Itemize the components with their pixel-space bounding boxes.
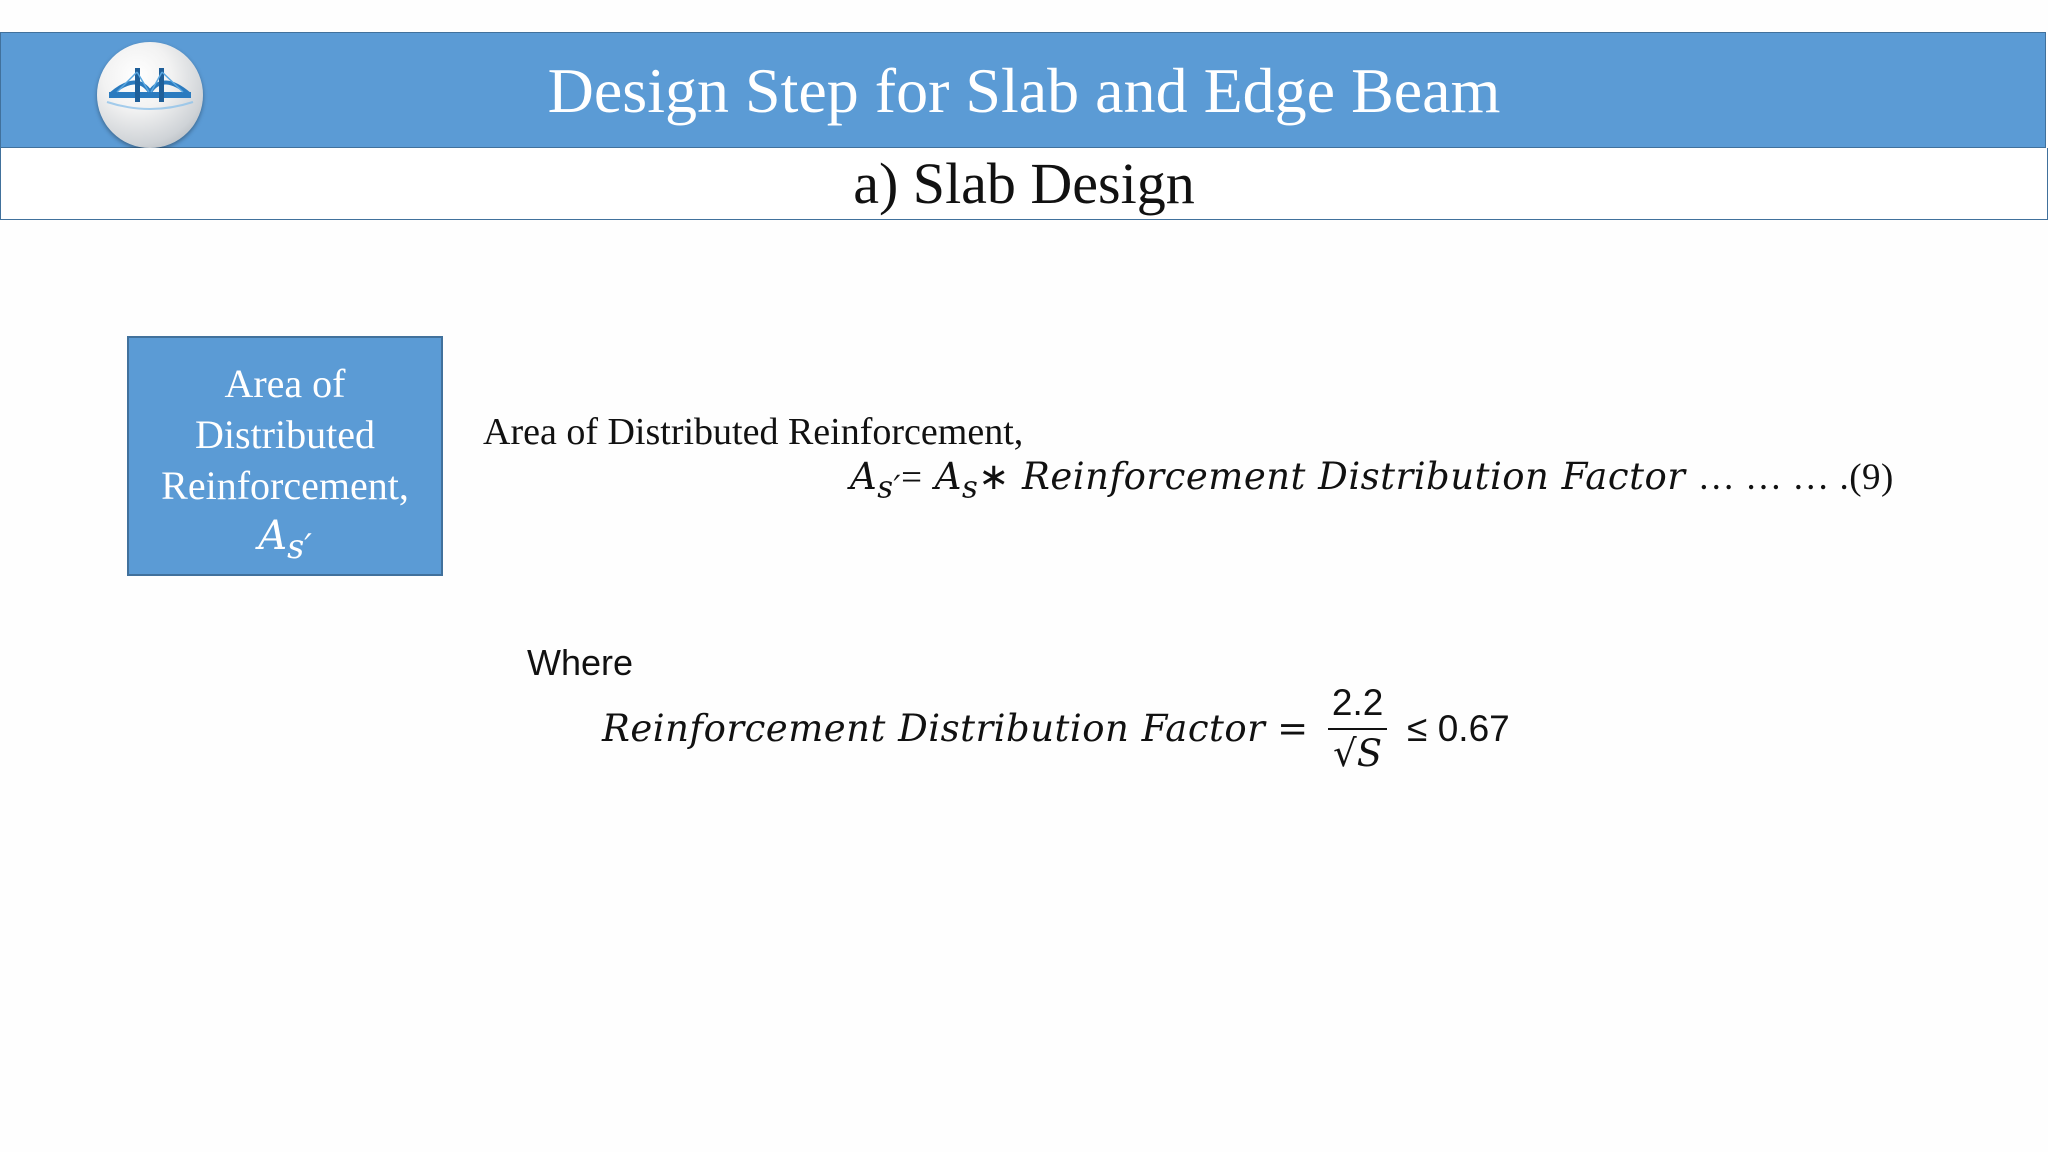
- factor-formula: [602, 682, 1510, 792]
- bridge-logo-icon: [97, 42, 203, 148]
- where-label: Where: [527, 642, 634, 683]
- formula-equals: =: [1277, 707, 1309, 750]
- formula-fraction: [1328, 682, 1387, 775]
- eq-factor-name: Reinforcement Distribution Factor: [1022, 455, 1686, 498]
- eq-dots: … … … .: [1697, 457, 1850, 498]
- subtitle-bar: [0, 148, 2048, 220]
- bridge-logo-graphic: [97, 42, 203, 148]
- formula-comparison: ≤ 0.67: [1407, 707, 1510, 749]
- topic-line-1: Area of: [224, 361, 346, 406]
- topic-symbol-sub: s′: [287, 527, 312, 566]
- radical-sign: √: [1333, 732, 1357, 775]
- eq-operator: ∗: [978, 457, 1010, 498]
- formula-lhs: Reinforcement Distribution Factor: [602, 707, 1266, 750]
- eq-lhs-sub: s′: [877, 469, 902, 506]
- slide-title: Design Step for Slab and Edge Beam: [547, 55, 1501, 126]
- eq-rhs-base: A: [934, 455, 962, 498]
- fraction-numerator: 2.2: [1328, 682, 1387, 730]
- section-subtitle: a) Slab Design: [853, 151, 1195, 216]
- topic-line-3: Reinforcement,: [161, 463, 409, 508]
- topic-box: [127, 336, 443, 576]
- eq-number: (9): [1849, 457, 1894, 498]
- denominator-variable: S: [1356, 732, 1383, 775]
- topic-symbol: [129, 511, 441, 572]
- definition-label: Area of Distributed Reinforcement,: [483, 411, 1024, 453]
- eq-lhs-base: A: [850, 455, 878, 498]
- eq-rhs-sub: s: [961, 469, 979, 506]
- equation-9: [850, 455, 1894, 505]
- fraction-denominator: [1328, 730, 1387, 775]
- eq-equals: =: [901, 457, 923, 498]
- header-bar: [0, 32, 2046, 148]
- topic-symbol-base: A: [258, 513, 288, 559]
- topic-line-2: Distributed: [195, 412, 375, 457]
